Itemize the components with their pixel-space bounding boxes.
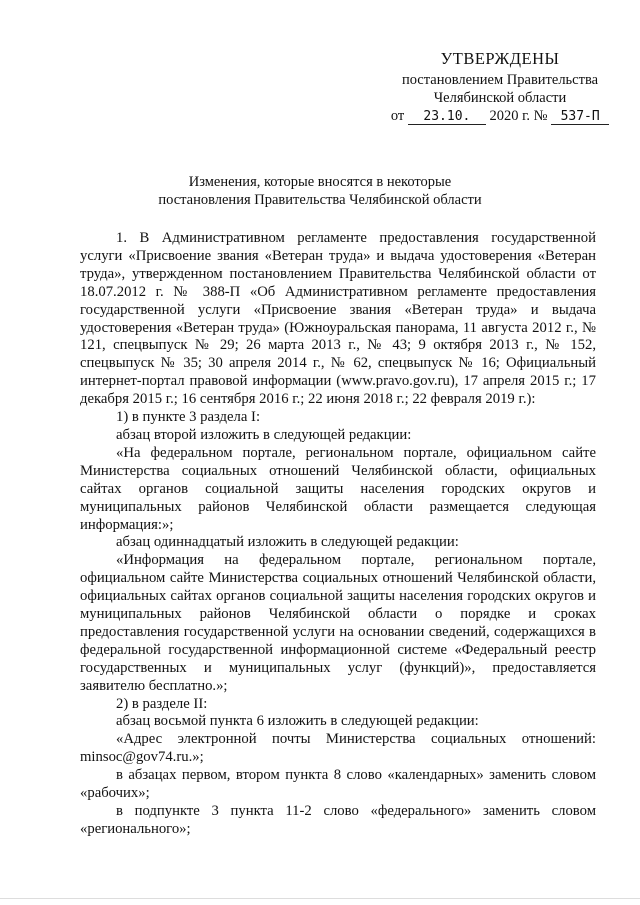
approval-date-line	[380, 107, 620, 125]
approval-year: 2020 г. №	[489, 108, 548, 124]
title-line-1: Изменения, которые вносятся в некоторые	[188, 174, 452, 190]
approval-number: 537-П	[551, 109, 609, 125]
approval-line-1: постановлением Правительства	[401, 72, 599, 88]
approval-line-2: Челябинской области	[433, 90, 567, 106]
paragraph: 1. В Административном регламенте предоставления государственной услуги «Присвоение звания «Ветеран труда» и выдача удостоверения «Ветеран труда», утвержденном постановлением Правительства Челябинской области от 18.07.2012 г. № 388-П «Об Административном регламенте предоставления государственной услуги «Присвоение звания «Ветеран труда» и выдача удостоверения «Ветеран труда» (Южноуральская панорама, 11 августа 2012 г., № 121, спецвыпуск № 29; 26 марта 2013 г., № 43; 9 октября 2013 г., № 152, спецвыпуск № 35; 30 апреля 2014 г., № 62, спецвыпуск № 16; Официальный интернет-портал правовой информации (www.pravo.gov.ru), 17 апреля 2015 г.; 17 декабря 2015 г.; 16 сентября 2016 г.; 22 июня 2018 г.; 22 февраля 2019 г.):	[80, 230, 596, 408]
paragraph: «Информация на федеральном портале, региональном портале, официальном сайте Министерства социальных отношений Челябинской области, официальных сайтах органов социальной защиты населения городских округов и муниципальных районов Челябинской области о порядке и сроках предоставления государственной услуги на основании сведений, содержащихся в федеральной государственной информационной системе «Федеральный реестр государственных и муниципальных услуг (функций)», предоставляется заявителю бесплатно.»;	[80, 552, 596, 694]
title-line-2: постановления Правительства Челябинской области	[158, 192, 482, 208]
paragraph: абзац второй изложить в следующей редакции:	[116, 426, 412, 443]
paragraph: 1) в пункте 3 раздела I:	[116, 409, 261, 426]
approval-date: 23.10.	[408, 109, 486, 125]
paragraph: абзац одиннадцатый изложить в следующей редакции:	[116, 534, 459, 551]
approval-heading: УТВЕРЖДЕНЫ	[440, 49, 560, 68]
document-body	[80, 230, 596, 839]
scan-edge-line	[0, 898, 640, 899]
paragraph: «На федеральном портале, региональном портале, официальном сайте Министерства социальных отношений Челябинской области, официальных сайтах органов социальной защиты населения городских округов и муниципальных районов Челябинской области размещается следующая информация:»;	[80, 444, 596, 533]
paragraph: в подпункте 3 пункта 11-2 слово «федерального» заменить словом «регионального»;	[80, 803, 596, 837]
approval-prefix: от	[390, 108, 405, 124]
paragraph: 2) в разделе II:	[116, 695, 208, 712]
paragraph: абзац восьмой пункта 6 изложить в следующей редакции:	[116, 713, 479, 730]
paragraph: в абзацах первом, втором пункта 8 слово «календарных» заменить словом «рабочих»;	[80, 767, 596, 802]
paragraph: «Адрес электронной почты Министерства социальных отношений: minsoc@gov74.ru.»;	[80, 731, 596, 766]
document-title	[60, 173, 580, 209]
approval-stamp	[380, 50, 620, 125]
